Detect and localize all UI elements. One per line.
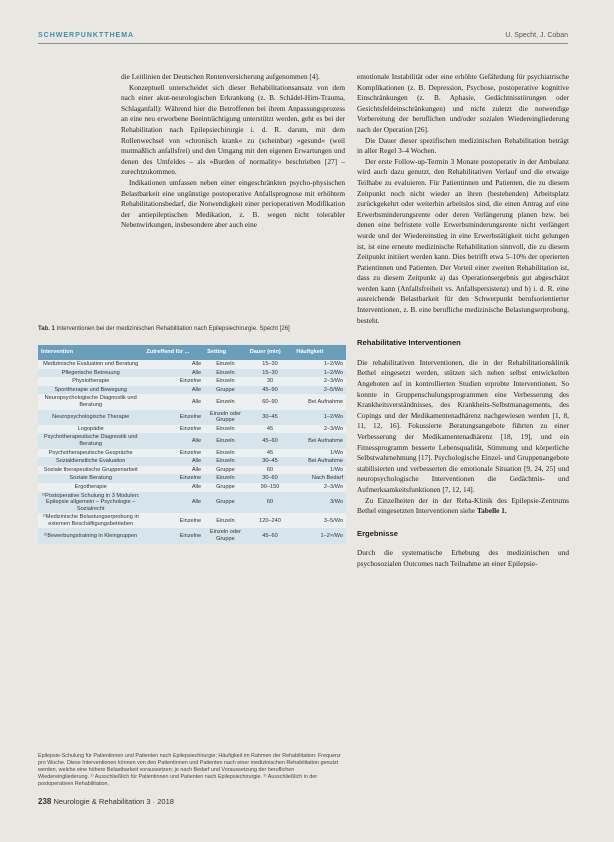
table-cell: Einzelne [143, 410, 204, 425]
table-cell: 30–45 [247, 410, 294, 425]
table-row [38, 433, 346, 448]
table-cell: 30–60 [247, 474, 294, 483]
right-column [357, 72, 569, 570]
table-cell: 3/Wo [293, 492, 346, 514]
table-cell: Einzeln oder Gruppe [204, 410, 247, 425]
left-paragraph-3: Indikationen umfassen neben einer eingeschränkten psycho-physischen Belastbarkeit eine ungünstige postoperative Anfallsprognose mit erhöhtem Rehabilitationsbedarf, die Notwendigkeit einer perioperativen Modifikation der antiepileptischen Medikation, z. B. wegen nicht tolerabler Nebenwirkungen, insbesondere aber auch eine [121, 177, 345, 230]
table-cell: Alle [143, 492, 204, 514]
table-cell: 45–90 [247, 386, 294, 395]
table-cell: Pflegerische Betreuung [38, 369, 143, 378]
table-cell: Einzeln oder Gruppe [204, 528, 247, 543]
right-paragraph-1: emotionale Instabilität oder eine erhöhte Gefährdung für psychiatrische Komplikationen (z. B. Depression, Psychose, postoperative kognitive Einschränkungen (z. B. Aphasie, Gedächtnisstörungen oder Gesichtsfeldeinschränkungen) und nicht zuletzt die notwendige Vorbereitung der beruflichen und/oder sozialen Wiedereingliederung nach der Operation [26]. [357, 72, 569, 134]
table-row [38, 369, 346, 378]
table-cell: Einzeln [204, 360, 247, 369]
table-cell: Soziale therapeutische Gruppenarbeit [38, 466, 143, 475]
table-cell: 45 [247, 425, 294, 434]
table-cell: 2–3/Wo [293, 377, 346, 386]
table-cell: Gruppe [204, 386, 247, 395]
table-cell: Alle [143, 369, 204, 378]
table-cell: Alle [143, 433, 204, 448]
table-cell: Alle [143, 386, 204, 395]
table-caption-text: Interventionen bei der medizinischen Rehabilitation nach Epilepsiechirurgie. Specht [26] [56, 326, 290, 332]
page-number: 238 [38, 797, 52, 806]
table-cell: ²⁾Bewerbungstraining in Kleingruppen [38, 528, 143, 543]
table-body [38, 360, 346, 544]
author-header: U. Specht, J. Coban [505, 32, 568, 39]
table-cell: Physiotherapie [38, 377, 143, 386]
table-caption-label: Tab. 1 [38, 326, 55, 332]
section-paragraph-2 [357, 496, 569, 517]
table-cell: 2–3/Wo [293, 425, 346, 434]
table-cell: Einzelne [143, 528, 204, 543]
table-cell: Bei Aufnahme [293, 394, 346, 409]
table-cell: 45 [247, 449, 294, 458]
journal-name: Neurologie & Rehabilitation 3 · 2018 [53, 797, 174, 806]
table-cell: ¹⁾Postoperative Schulung in 3 Modulen: Epilepsie allgemein – Psychologie – Sozialrecht [38, 492, 143, 514]
table-row [38, 457, 346, 466]
table-cell: Einzelne [143, 425, 204, 434]
table-cell: Bei Aufnahme [293, 433, 346, 448]
table-cell: 60–90 [247, 394, 294, 409]
table-cell: Alle [143, 466, 204, 475]
table-cell: Alle [143, 394, 204, 409]
table-row [38, 425, 346, 434]
table-caption [38, 326, 344, 334]
header-rule [38, 43, 568, 44]
table-cell: Sporttherapie und Bewegung [38, 386, 143, 395]
table-cell: ²⁾Medizinische Belastungserprobung in externen Beschäftigungsbetrieben [38, 513, 143, 528]
table-row [38, 528, 346, 543]
left-paragraph-2: Konzeptuell unterscheidet sich dieser Rehabilitationsansatz von dem nach einer akut-neurologischen Erkrankung (z. B. Schädel-Hirn-Trauma, Schlaganfall): Während hier die Betroffenen bei ihrem Anpassungsprozess an eine neu erworbene Beeinträchtigung unterstützt werden, geht es bei der Rehabilitation nach Epilepsiechirurgie i. d. R. darum, mit dem Rollenwechsel von »chronisch krank« zu (scheinbar) »gesund« (weil mutmaßlich anfallsfrei) und den Umgang mit den eigenen Erwartungen und denen des Umfeldes – als »Burden of normality« beschrieben [27] – zurechtzukommen. [121, 82, 345, 177]
table-row [38, 360, 346, 369]
table-cell: Alle [143, 483, 204, 492]
table-cell: Ergotherapie [38, 483, 143, 492]
table-cell: 90–150 [247, 483, 294, 492]
table-cell: Einzeln [204, 377, 247, 386]
table-cell: Einzeln [204, 433, 247, 448]
table-cell: 1/Wo [293, 449, 346, 458]
interventions-table [38, 345, 346, 544]
table-cell: Einzelne [143, 513, 204, 528]
left-column [121, 72, 345, 231]
table-cell: Sozialdienstliche Evaluation [38, 457, 143, 466]
results-paragraph: Durch die systematische Erhebung des medizinischen und psychosozialen Outcomes nach Teilnahme an einer Epilepsie- [357, 548, 569, 568]
table-cell: Alle [143, 360, 204, 369]
table-header-cell: Setting [204, 345, 247, 360]
table-header-cell: Dauer (min) [247, 345, 294, 360]
table-cell: 45–60 [247, 528, 294, 543]
table-cell: 30–45 [247, 457, 294, 466]
table-cell: Psychotherapeutische Diagnostik und Beratung [38, 433, 143, 448]
table-cell: Einzeln [204, 474, 247, 483]
table-cell: Einzelne [143, 449, 204, 458]
table-row [38, 386, 346, 395]
table-cell: Logopädie [38, 425, 143, 434]
table-cell: 1–2/Wo [293, 360, 346, 369]
table-cell: 15–30 [247, 360, 294, 369]
table-cell: 1–2×/Wo [293, 528, 346, 543]
table-row [38, 483, 346, 492]
table-row [38, 449, 346, 458]
table-cell: Nach Bedarf [293, 474, 346, 483]
table-header-row [38, 345, 346, 360]
table-cell: Alle [143, 457, 204, 466]
table-cell: 30 [247, 377, 294, 386]
table-cell: Neuropsychologische Diagnostik und Beratung [38, 394, 143, 409]
table-cell: Einzelne [143, 474, 204, 483]
table-cell: Einzelne [143, 377, 204, 386]
table-cell: Einzeln [204, 394, 247, 409]
table-footnote: Epilepsie-Schulung für Patientinnen und Patienten nach Epilepsiechirurgie; Häufigkeit im Rahmen der Rehabilitation: Frequenz pro Woche. Diese Interventionen können von den Patientinnen und Patienten nach einer medizinischen Rehabilitation genutzt werden, welche eine höhere Belastbarkeit voraussetzen; je nach Bedarf und Voraussetzung der beruflichen Wiedereingliederung. ¹⁾ Ausschließlich für Patientinnen und Patienten nach Epilepsiechirurgie. ²⁾ Ausschließlich in der postoperativen Rehabilitation. [38, 753, 341, 787]
section-paragraph-1: Die rehabilitativen Interventionen, die in der Rehabilitationsklinik Bethel eingesetzt werden, stützen sich neben selbst entwickelten Angeboten auf in kontrollierten Studien erprobte Interventionen. So konnte in Gruppenschulungsprogrammen eine Verbesserung des Krankheitsverständnisses, des Krankheits-Selbstmanagements, des Copings und der Medikamentenadhärenz nachgewiesen werden [1, 8, 11, 12, 16]. Fokussierte Beratungsangebote führten zu einer Verbesserung der Medikamentenadhärenz [18, 19], und ein Fitnessprogramm besserte Lebensqualität, Stimmung und körperliche Selbstwahrnehmung [17]. Psychologische Einzel- und Gruppenangebote stabilisierten und verbesserten die emotionale Situation [9, 24, 25] und neuropsychologische Interventionen die Gedächtnis- und Aufmerksamkeitsfunktionen [7, 12, 14]. [357, 357, 569, 494]
table-cell: 15–30 [247, 369, 294, 378]
right-paragraph-3: Der erste Follow-up-Termin 3 Monate postoperativ in der Ambulanz wird auch dazu genutzt, den Rehabilitativen Verlauf und die etwaige Teilhabe zu evaluieren. Für Patientinnen und Patienten, die zu diesem Zeitpunkt noch nicht wieder an ihren (bestehenden) Arbeitsplatz zurückgekehrt oder weiterhin arbeitslos sind, die einen Antrag auf eine Erwerbsminderungsrente oder deren Verlängerung planen bzw. bei denen eine befristete volle Erwerbsminderungsrente nicht verlängert wurde und der Wiedereinstieg in eine Erwerbstätigkeit nicht gelungen ist, ist eine erneute medizinische Rehabilitation sinnvoll, die zu diesem Zeitpunkt initiiert werden kann. Dies betrifft etwa 5–10% der operierten Patientinnen und Patienten. Der Vorteil einer zweiten Rehabilitation ist, dass zu diesem Zeitpunkt a) das Operationsergebnis gut abgeschätzt werden kann (Anfallsfreiheit vs. Anfallspersistenz) und b) i. d. R. eine ausreichende Belastbarkeit für den Schwerpunkt berufsorientierter Interventionen, z. B. eine berufliche medizinische Belastungserprobung, besteht. [357, 156, 569, 325]
page-footer [38, 797, 174, 806]
table-cell: Gruppe [204, 466, 247, 475]
table-cell: 1–2/Wo [293, 369, 346, 378]
table-row [38, 466, 346, 475]
table-cell: Gruppe [204, 492, 247, 514]
table-row [38, 492, 346, 514]
table-cell: Einzeln [204, 457, 247, 466]
table-row [38, 513, 346, 528]
table-cell: 45–60 [247, 433, 294, 448]
table-header-cell: Häufigkeit [293, 345, 346, 360]
table-cell: Bei Aufnahme [293, 457, 346, 466]
table-row [38, 410, 346, 425]
table-cell: Medizinische Evaluation und Beratung [38, 360, 143, 369]
table-cell: 1–2/Wo [293, 410, 346, 425]
table-reference: Tabelle 1. [476, 506, 507, 516]
table-cell: 60 [247, 466, 294, 475]
table-cell: 1/Wo [293, 466, 346, 475]
table-cell: 2–5/Wo [293, 386, 346, 395]
table-cell: Neuropsychologische Therapie [38, 410, 143, 425]
table-cell: 60 [247, 492, 294, 514]
section-header: SCHWERPUNKTTHEMA [38, 32, 135, 39]
table-cell: 2–3/Wo [293, 483, 346, 492]
right-paragraph-2: Die Dauer dieser spezifischen medizinischen Rehabilitation beträgt in aller Regel 3–4 Wochen. [357, 135, 569, 156]
section-heading: Rehabilitative Interventionen [357, 338, 461, 348]
table-cell: Einzeln [204, 513, 247, 528]
table-row [38, 474, 346, 483]
table-row [38, 394, 346, 409]
table-cell: Gruppe [204, 483, 247, 492]
table-row [38, 377, 346, 386]
results-heading: Ergebnisse [357, 528, 398, 538]
table-cell: Einzeln [204, 425, 247, 434]
table-cell: Psychotherapeutische Gespräche [38, 449, 143, 458]
table-cell: 120–240 [247, 513, 294, 528]
table-header-cell: Intervention [38, 345, 143, 360]
section-paragraph-2-text: Zu Einzelheiten der in der Reha-Klinik des Epilepsie-Zentrums Bethel eingesetzten Interventionen siehe [357, 495, 569, 516]
table-cell: Einzeln [204, 369, 247, 378]
table-cell: Einzeln [204, 449, 247, 458]
left-paragraph-1: die Leitlinien der Deutschen Rentenversicherung aufgenommen [4]. [121, 72, 320, 81]
table-header-cell: Zutreffend für ... [143, 345, 204, 360]
table-cell: 3–5/Wo [293, 513, 346, 528]
table-cell: Soziale Beratung [38, 474, 143, 483]
